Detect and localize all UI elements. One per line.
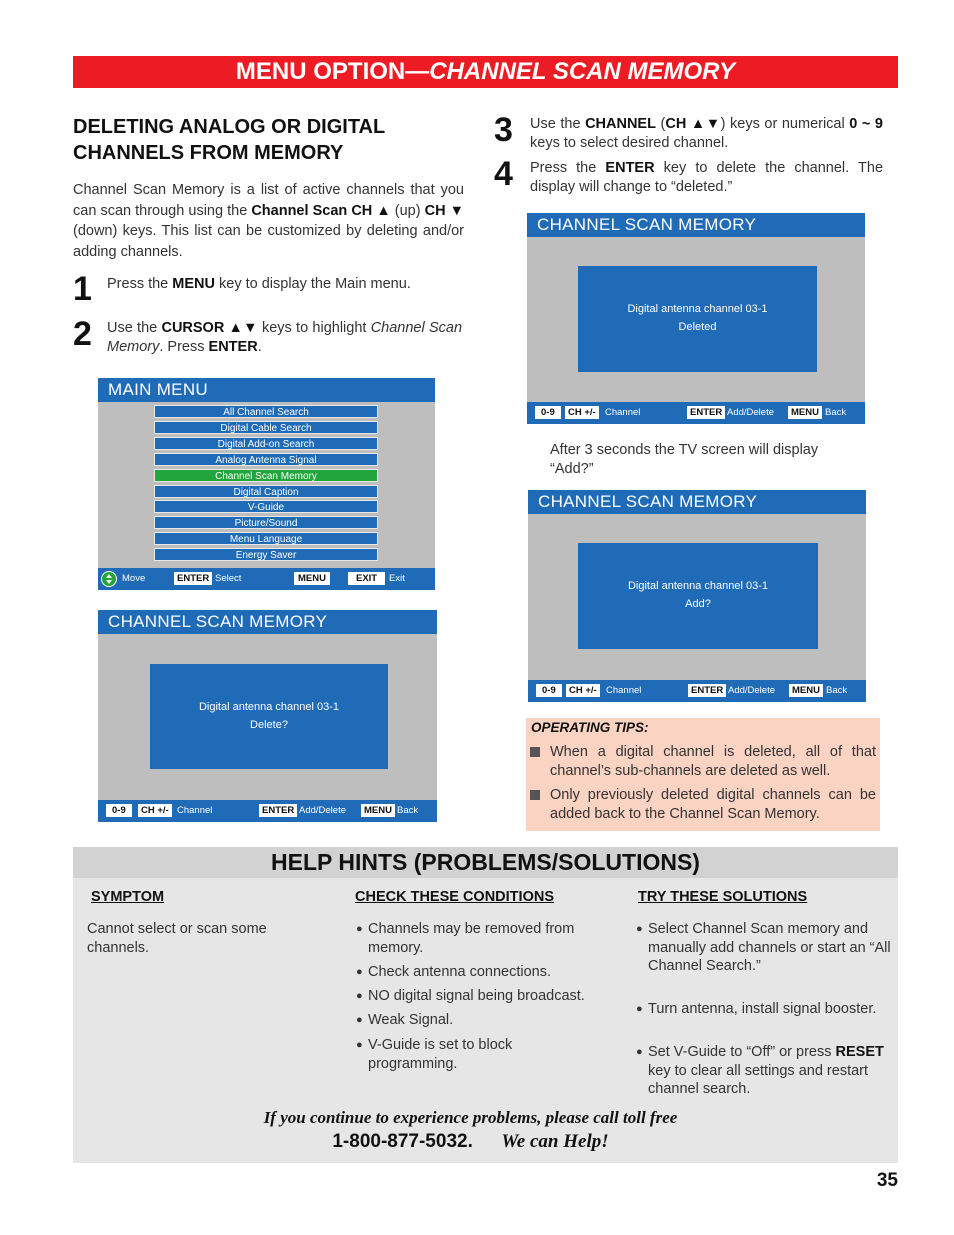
csm-deleted-footer (527, 402, 865, 424)
bullet-square-icon (530, 790, 540, 800)
section-heading: DELETING ANALOG OR DIGITAL CHANNELS FROM MEMORY (73, 116, 386, 164)
condition-item: ● NO digital signal being broadcast. (356, 987, 608, 1006)
back-label: Back (825, 407, 847, 418)
menu-item-digital-cable-search[interactable]: Digital Cable Search (154, 421, 378, 434)
tips-heading: OPERATING TIPS: (531, 720, 649, 735)
menu-item-analog-antenna-signal[interactable]: Analog Antenna Signal (154, 453, 378, 466)
menu-item-v-guide[interactable]: V-Guide (154, 500, 378, 513)
step-number-1: 1 (73, 270, 92, 308)
csm-delete-footer (98, 800, 437, 822)
dialog-prompt-text: Delete? (250, 719, 288, 731)
step-3-text: Use the CHANNEL (CH ▲▼) keys or numerical 0 ~ 9 keys to select desired channel. (530, 116, 883, 151)
menu-key[interactable]: MENU (788, 406, 822, 419)
menu-key[interactable]: MENU (294, 572, 330, 585)
channel-label: Channel (606, 685, 642, 696)
dialog-prompt-text: Add? (685, 598, 711, 610)
after-text: After 3 seconds the TV screen will display “Add?” (550, 442, 819, 477)
ch-key[interactable]: CH +/- (566, 684, 600, 697)
menu-item-digital-add-on-search[interactable]: Digital Add-on Search (154, 437, 378, 450)
enter-key[interactable]: ENTER (687, 406, 725, 419)
enter-key[interactable]: ENTER (688, 684, 726, 697)
delete-dialog (150, 664, 388, 769)
main-menu-screen (98, 378, 435, 590)
help-hints-panel (73, 847, 898, 1163)
add-delete-label: Add/Delete (299, 805, 347, 816)
bullet-square-icon (530, 747, 540, 757)
ch-key[interactable]: CH +/- (138, 804, 172, 817)
help-phone-line (73, 1131, 868, 1153)
solution-item: ● Set V-Guide to “Off” or press RESET key to clear all settings and restart channel search. (636, 1043, 896, 1099)
tip-text: When a digital channel is deleted, all of that channel’s sub-channels are deleted as well. (550, 744, 876, 779)
dialog-channel-text: Digital antenna channel 03-1 (198, 701, 340, 713)
condition-item: ● V-Guide is set to block programming. (356, 1036, 568, 1073)
tip-item (530, 743, 876, 780)
conditions-header: CHECK THESE CONDITIONS (355, 889, 554, 905)
phone-number: 1-800-877-5032. (332, 1131, 473, 1152)
tip-item (530, 786, 876, 823)
dialog-channel-text: Digital antenna channel 03-1 (627, 303, 768, 315)
add-dialog (578, 543, 818, 649)
exit-label: Exit (389, 573, 405, 584)
solutions-header: TRY THESE SOLUTIONS (638, 889, 808, 905)
channel-label: Channel (605, 407, 641, 418)
add-delete-label: Add/Delete (727, 407, 775, 418)
help-title: HELP HINTS (PROBLEMS/SOLUTIONS) (73, 847, 898, 878)
page-banner: MENU OPTION—CHANNEL SCAN MEMORY (73, 56, 898, 88)
deleted-dialog (578, 266, 817, 372)
select-label: Select (215, 573, 242, 584)
menu-item-picture-sound[interactable]: Picture/Sound (154, 516, 378, 529)
back-label: Back (397, 805, 419, 816)
symptom-header: SYMPTOM (91, 889, 165, 905)
step-number-3: 3 (494, 111, 513, 149)
add-delete-label: Add/Delete (728, 685, 776, 696)
dialog-channel-text: Digital antenna channel 03-1 (627, 580, 769, 592)
operating-tips-box (526, 718, 880, 831)
menu-item-channel-scan-memory[interactable]: Channel Scan Memory (154, 469, 378, 482)
tip-text: Only previously deleted digital channels can be added back to the Channel Scan Memory. (550, 787, 876, 822)
dialog-status-text: Deleted (678, 321, 717, 333)
csm-add-screen (528, 490, 866, 702)
back-label: Back (826, 685, 848, 696)
condition-item: ● Weak Signal. (356, 1011, 608, 1030)
condition-item: ● Channels may be removed from memory. (356, 920, 608, 957)
step-number-2: 2 (73, 315, 92, 353)
enter-key[interactable]: ENTER (259, 804, 297, 817)
main-menu-title: MAIN MENU (98, 378, 435, 402)
ch-key[interactable]: CH +/- (565, 406, 599, 419)
channel-label: Channel (177, 805, 213, 816)
solution-item: ● Select Channel Scan memory and manually add channels or start an “All Channel Search.” (636, 920, 896, 976)
digits-key[interactable]: 0-9 (535, 406, 561, 419)
step-2-text: Use the CURSOR ▲▼ keys to highlight Channel Scan Memory. Press ENTER. (107, 320, 463, 355)
csm-deleted-title: CHANNEL SCAN MEMORY (527, 213, 865, 237)
intro-paragraph: Channel Scan Memory is a list of active channels that you can scan through using the Channel Scan CH ▲ (up) CH ▼ (down) keys. This list can be customized by deleting and/or adding channels. (73, 182, 464, 260)
digits-key[interactable]: 0-9 (106, 804, 132, 817)
symptom-text: Cannot select or scan some channels. (87, 921, 267, 956)
step-number-4: 4 (494, 155, 513, 193)
csm-delete-title: CHANNEL SCAN MEMORY (98, 610, 437, 634)
solution-item: ● Turn antenna, install signal booster. (636, 1000, 896, 1019)
move-arrows-icon (101, 571, 117, 587)
page-number: 35 (876, 1170, 898, 1191)
csm-delete-screen (98, 610, 437, 822)
help-footer-line: If you continue to experience problems, please call toll free (263, 1108, 678, 1127)
main-menu-footer (98, 568, 435, 590)
menu-item-menu-language[interactable]: Menu Language (154, 532, 378, 545)
move-label: Move (122, 573, 146, 584)
we-can-help: We can Help! (501, 1131, 609, 1152)
enter-key[interactable]: ENTER (174, 572, 212, 585)
exit-key[interactable]: EXIT (348, 572, 385, 585)
menu-item-all-channel-search[interactable]: All Channel Search (154, 405, 378, 418)
csm-deleted-screen (527, 213, 865, 424)
condition-item: ● Check antenna connections. (356, 963, 608, 982)
menu-item-energy-saver[interactable]: Energy Saver (154, 548, 378, 561)
csm-add-footer (528, 680, 866, 702)
menu-key[interactable]: MENU (789, 684, 823, 697)
step-4-text: Press the ENTER key to delete the channel. The display will change to “deleted.” (530, 160, 884, 195)
menu-item-digital-caption[interactable]: Digital Caption (154, 485, 378, 498)
step-1-text: Press the MENU key to display the Main menu. (107, 276, 411, 292)
digits-key[interactable]: 0-9 (536, 684, 562, 697)
csm-add-title: CHANNEL SCAN MEMORY (528, 490, 866, 514)
menu-key[interactable]: MENU (361, 804, 395, 817)
